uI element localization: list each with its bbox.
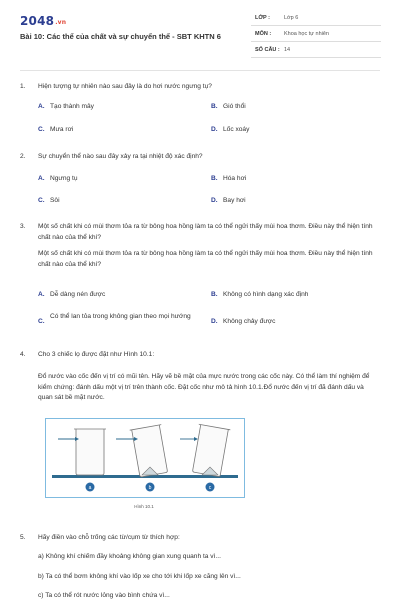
label-c: c bbox=[208, 485, 212, 491]
question-text: Hiện tượng tự nhiên nào sau đây là do hơi nước ngưng tụ? bbox=[38, 83, 212, 90]
subitem-b: b) Ta có thể bơm không khí vào lốp xe cho tới khi lốp xe căng lên vì... bbox=[38, 573, 241, 580]
label-a: a bbox=[88, 485, 92, 491]
meta-class-label: LỚP : bbox=[255, 15, 270, 21]
beakers-illustration bbox=[46, 419, 244, 497]
meta-subject-row bbox=[251, 29, 381, 42]
meta-count-row bbox=[251, 45, 381, 58]
figure-10-1 bbox=[45, 418, 245, 498]
question-text: Hãy điền vào chỗ trống các từ/cụm từ thích hợp: bbox=[38, 534, 180, 541]
question-text-repeat: Một số chất khi có mùi thơm tỏa ra từ bông hoa hồng làm ta có thể ngửi thấy mùi hoa thơm. Điều này thể hiện tính chất nào của thể khí? bbox=[38, 250, 373, 268]
question-text: Cho 3 chiếc lọ được đặt như Hình 10.1: bbox=[38, 351, 155, 358]
meta-class-value: Lớp 6 bbox=[284, 15, 299, 21]
arrow-a bbox=[58, 437, 79, 441]
label-b: b bbox=[148, 485, 152, 491]
question-text: Một số chất khi có mùi thơm tỏa ra từ bông hoa hồng làm ta có thể ngửi thấy mùi hoa thơm. Điều này thể hiện tính chất nào của thể khí? bbox=[38, 223, 373, 241]
question-number: 4. bbox=[20, 351, 26, 358]
arrow-b bbox=[116, 437, 138, 441]
meta-count-value: 14 bbox=[284, 47, 291, 53]
document-title: Bài 10: Các thể của chất và sự chuyển thể - SBT KHTN 6 bbox=[20, 32, 221, 41]
question-text: Sự chuyển thể nào sau đây xảy ra tại nhiệt độ xác định? bbox=[38, 153, 203, 160]
beaker-a bbox=[74, 429, 106, 475]
question-number: 1. bbox=[20, 83, 26, 90]
subitem-a: a) Không khí chiếm đầy khoảng không gian xung quanh ta vì... bbox=[38, 553, 221, 560]
meta-count-label: SỐ CÂU : bbox=[255, 47, 280, 53]
meta-subject-value: Khoa học tự nhiên bbox=[284, 31, 329, 37]
question-number: 2. bbox=[20, 153, 26, 160]
header-divider bbox=[20, 70, 380, 71]
subitem-c: c) Ta có thể rót nước lỏng vào bình chứa vì... bbox=[38, 592, 170, 599]
site-logo[interactable]: 2048.vn bbox=[20, 14, 67, 28]
question-number: 3. bbox=[20, 223, 26, 230]
arrow-c bbox=[180, 437, 198, 441]
figure-caption: Hình 10.1 bbox=[134, 504, 154, 509]
page-header bbox=[0, 0, 400, 64]
question-number: 5. bbox=[20, 534, 26, 541]
meta-subject-label: MÔN : bbox=[255, 31, 272, 37]
meta-class-row bbox=[251, 13, 381, 26]
